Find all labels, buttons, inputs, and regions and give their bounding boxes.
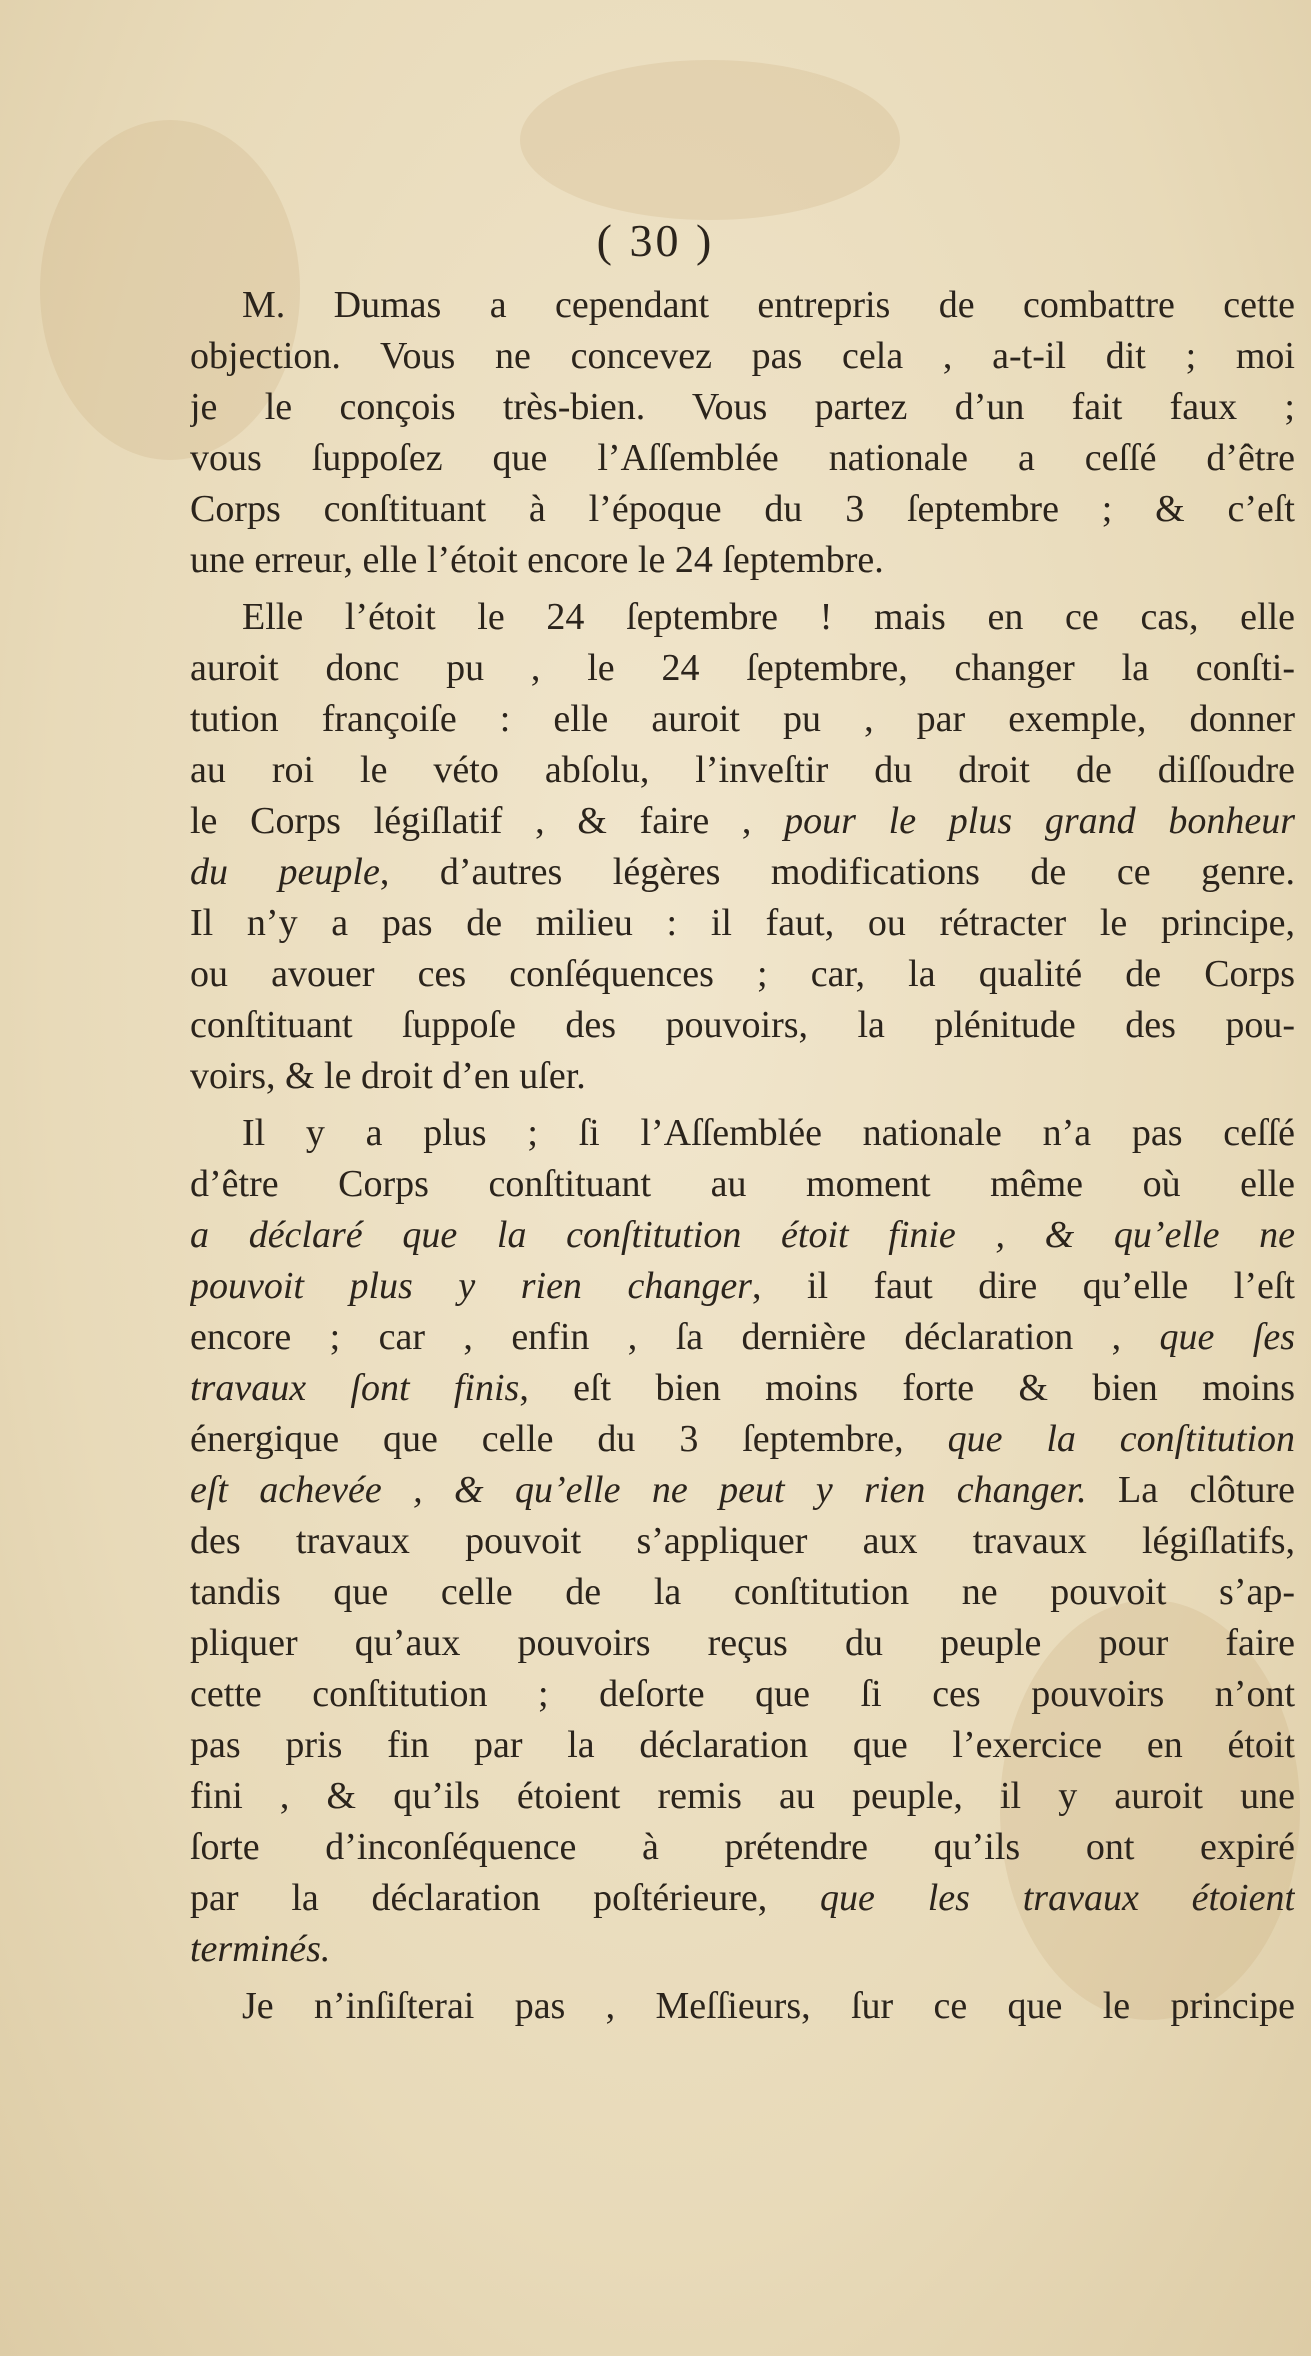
text-line: Elle l’étoit le 24 ſeptembre ! mais en ce cas, elle [242,596,1295,638]
italic-text: a déclaré que la conſtitution étoit finie , & qu’elle ne [190,1214,1295,1256]
text-line [190,1261,1295,1312]
text-line: pas pris fin par la déclaration que l’exercice en étoit [190,1724,1295,1766]
text-segment: le Corps légiſlatif , & faire , [190,800,752,842]
text-segment: par la déclaration poſtérieure, [190,1877,768,1919]
text-line: objection. Vous ne concevez pas cela , a-t-il dit ; moi [190,335,1295,377]
text-segment: , eſt bien moins forte & bien moins [519,1367,1295,1409]
text-segment: La clôture [1118,1469,1295,1511]
italic-text: eſt achevée , & qu’elle ne peut y rien changer. [190,1469,1087,1511]
text-line [190,1414,1295,1465]
text-line: voirs, & le droit d’en uſer. [190,1055,586,1097]
text-line: fini , & qu’ils étoient remis au peuple, il y auroit une [190,1775,1295,1817]
text-line [190,1210,1295,1261]
text-line: Il n’y a pas de milieu : il faut, ou rétracter le principe, [190,902,1295,944]
text-line: conſtituant ſuppoſe des pouvoirs, la plénitude des pou- [190,1004,1295,1046]
italic-text: travaux ſont finis [190,1367,520,1409]
italic-text: que la conſtitution [947,1418,1295,1460]
text-line [190,1873,1295,1924]
italic-text: pour le plus grand bonheur [784,800,1295,842]
text-line: Corps conſtituant à l’époque du 3 ſeptembre ; & c’eſt [190,488,1295,530]
text-line [190,796,1295,847]
text-line: ou avouer ces conſéquences ; car, la qualité de Corps [190,953,1295,995]
text-line [190,1924,1295,1975]
text-line: des travaux pouvoit s’appliquer aux travaux légiſlatifs, [190,1520,1295,1562]
text-line: une erreur, elle l’étoit encore le 24 ſeptembre. [190,539,884,581]
paragraph-4 [190,1981,1295,2032]
italic-text: pouvoit plus y rien changer [190,1265,752,1307]
text-line: Je n’inſiſterai pas , Meſſieurs, ſur ce que le principe [242,1985,1295,2027]
italic-text: terminés. [190,1928,331,1970]
text-segment: d’autres légères modifications de ce genre. [439,851,1295,893]
text-line: d’être Corps conſtituant au moment même où elle [190,1163,1295,1205]
paragraph-3 [190,1108,1295,1975]
paragraph-1 [190,280,1295,586]
text-line: ſorte d’inconſéquence à prétendre qu’ils ont expiré [190,1826,1295,1868]
text-line: je le conçois très-bien. Vous partez d’un fait faux ; [190,386,1295,428]
text-line [190,1465,1295,1516]
text-segment: , il faut dire qu’elle l’eſt [751,1265,1295,1307]
text-line: cette conſtitution ; deſorte que ſi ces pouvoirs n’ont [190,1673,1295,1715]
text-line: Il y a plus ; ſi l’Aſſemblée nationale n’a pas ceſſé [242,1112,1295,1154]
text-line: du peuple, d’autres légères modifications de ce genre. [190,851,1295,893]
italic-text: que ſes [1159,1316,1295,1358]
text-line: M. Dumas a cependant entrepris de combattre cette [242,284,1295,326]
text-line: tandis que celle de la conſtitution ne pouvoit s’ap- [190,1571,1295,1613]
paragraph-2 [190,592,1295,1102]
text-line [190,1312,1295,1363]
paper-stain [520,60,900,220]
text-segment: énergique que celle du 3 ſeptembre, [190,1418,904,1460]
page-number: ( 30 ) [596,215,715,266]
text-line [190,1363,1295,1414]
text-line: tution françoiſe : elle auroit pu , par exemple, donner [190,698,1295,740]
italic-text: du peuple [190,851,380,893]
text-line: au roi le véto abſolu, l’inveſtir du droit de diſſoudre [190,749,1295,791]
text-line: pliquer qu’aux pouvoirs reçus du peuple pour faire [190,1622,1295,1664]
body-text [190,280,1295,2032]
italic-text: que les travaux étoient [820,1877,1295,1919]
text-segment: encore ; car , enfin , ſa dernière déclaration , [190,1316,1122,1358]
text-line: vous ſuppoſez que l’Aſſemblée nationale a ceſſé d’être [190,437,1295,479]
text-line: auroit donc pu , le 24 ſeptembre, changer la conſti- [190,647,1295,689]
